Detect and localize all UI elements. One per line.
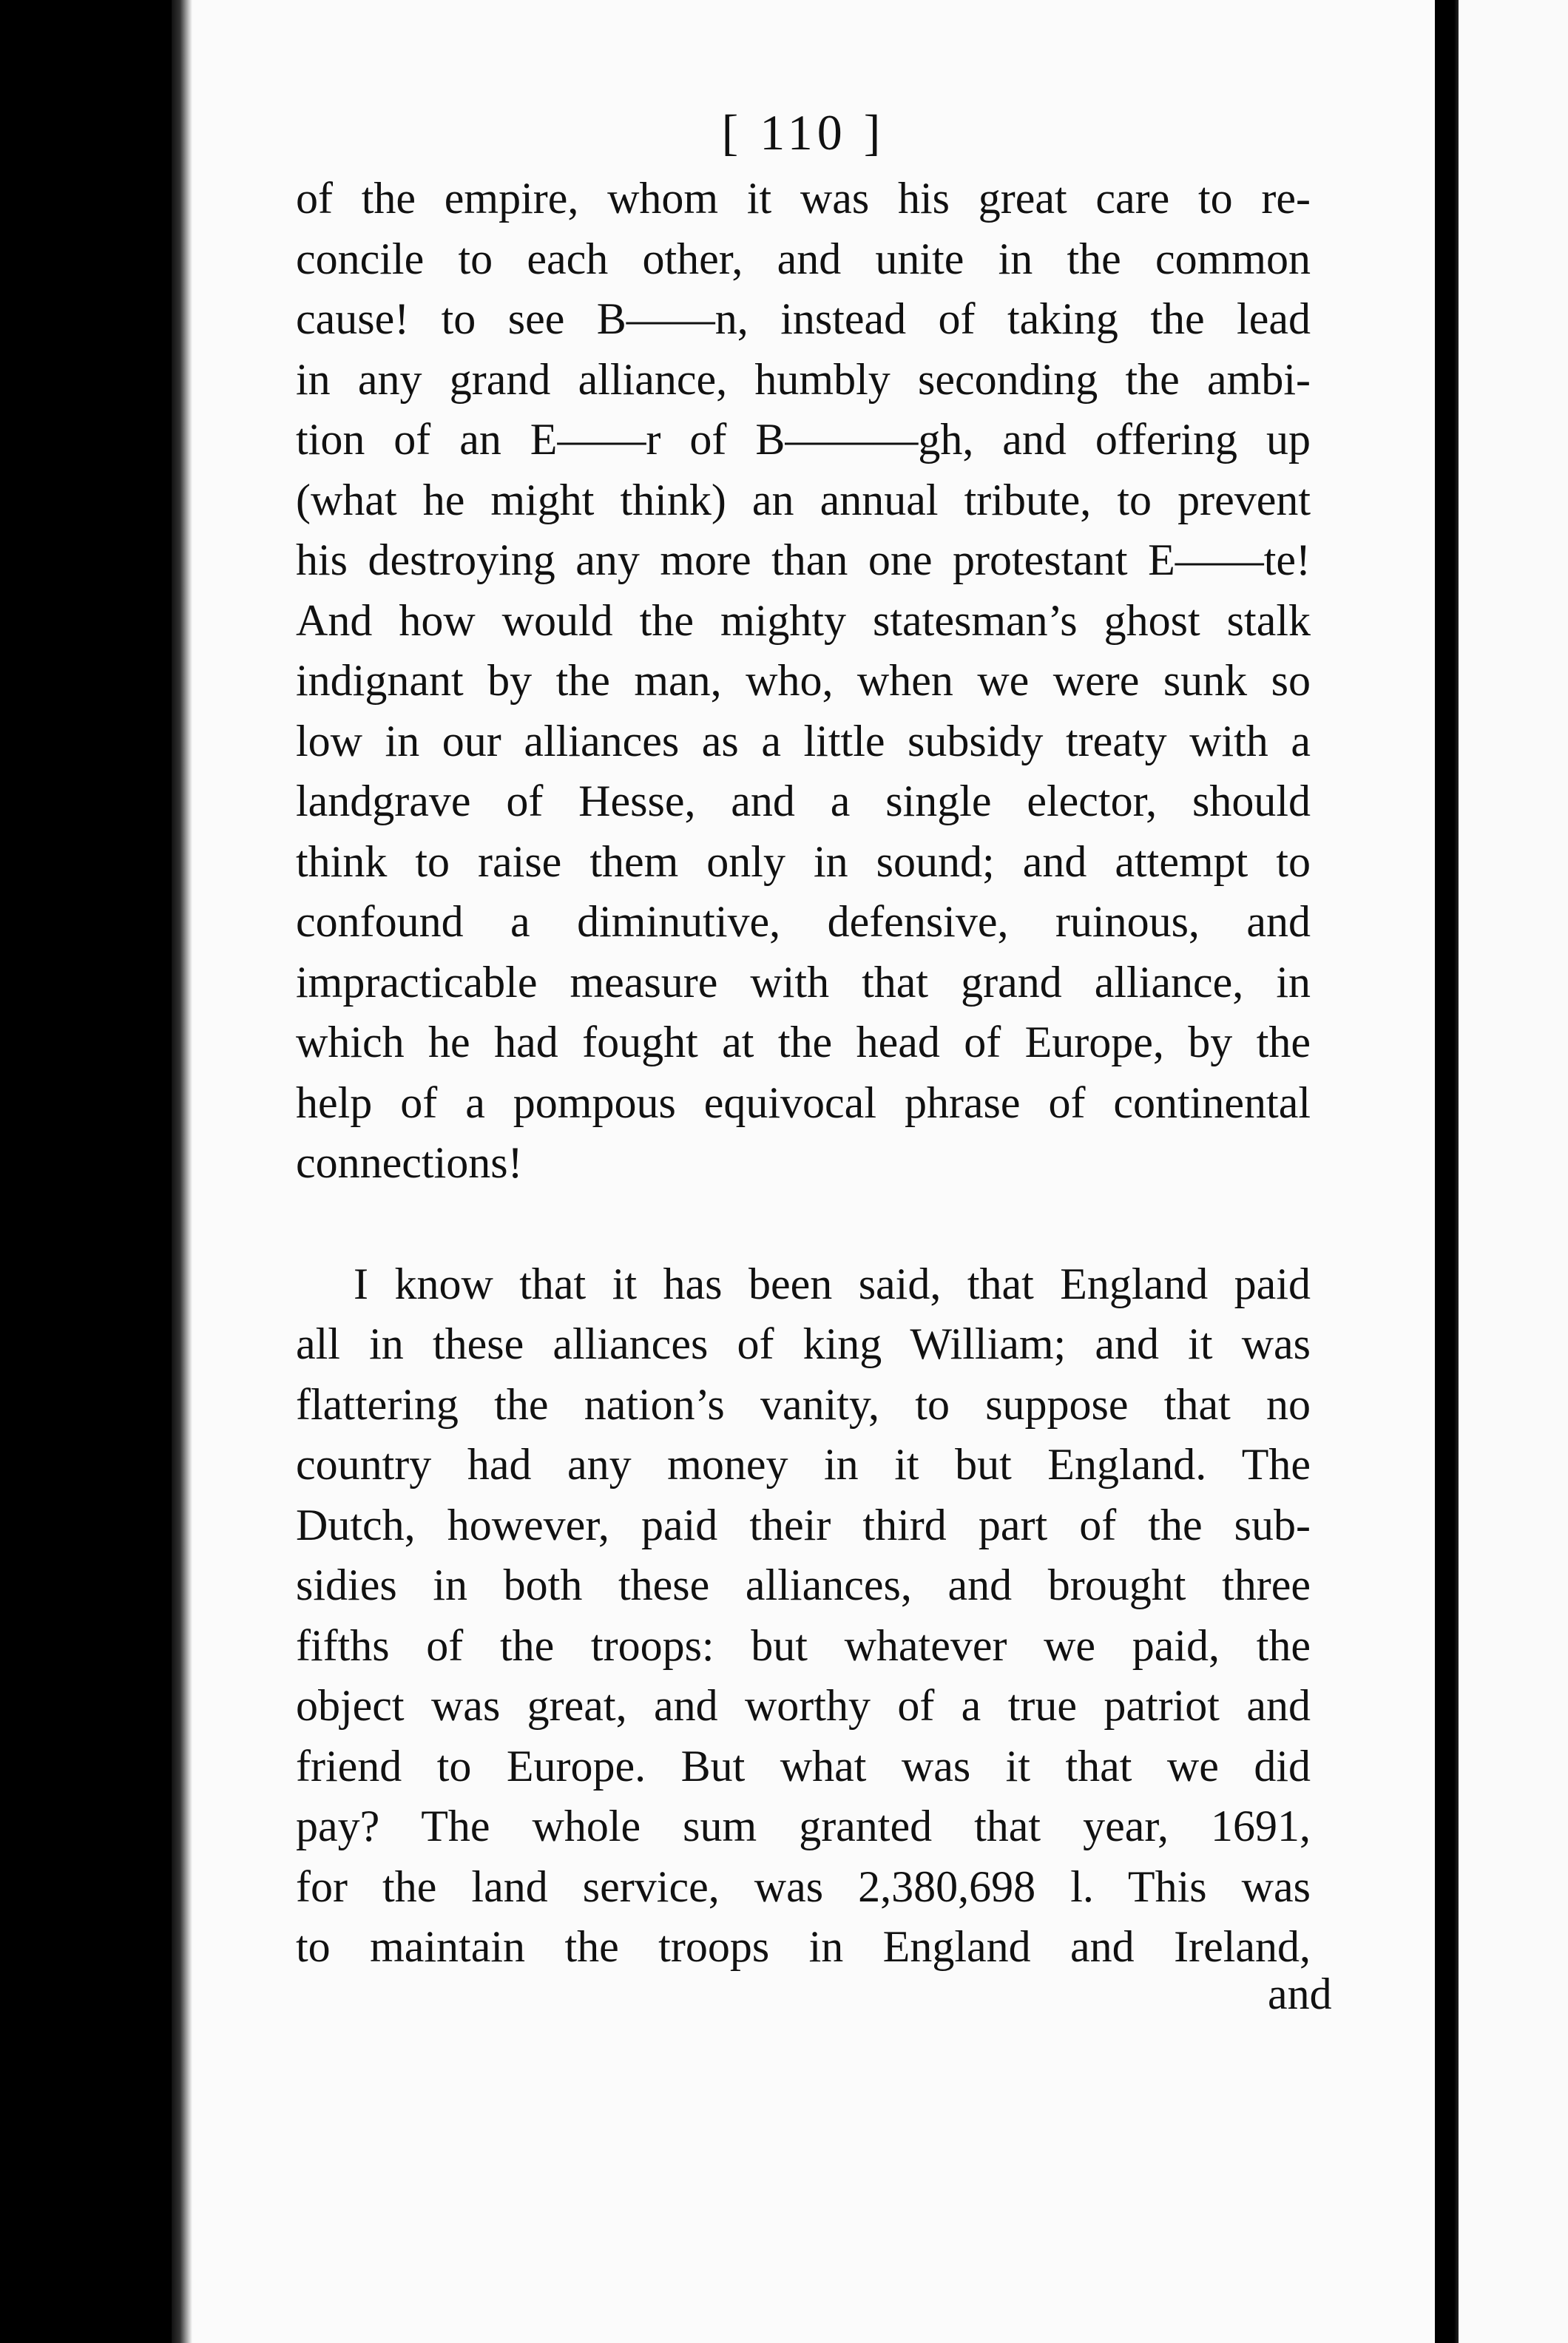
text-line: object was great, and worthy of a true patriot and xyxy=(296,1681,1311,1730)
text-line: all in these alliances of king William; and it was xyxy=(296,1319,1311,1368)
text-line: landgrave of Hesse, and a single elector, should xyxy=(296,777,1311,825)
page-body-text xyxy=(296,169,1311,1978)
text-line: pay? The whole sum granted that year, 1691, xyxy=(296,1802,1311,1850)
text-line-paragraph-end: connections! xyxy=(296,1138,523,1187)
text-line: friend to Europe. But what was it that we did xyxy=(296,1741,1311,1791)
page-number-header: [ 110 ] xyxy=(721,104,885,160)
text-line: concile to each other, and unite in the common xyxy=(296,234,1311,283)
text-line: in any grand alliance, humbly seconding the ambi- xyxy=(296,354,1311,404)
book-page xyxy=(172,0,1435,2343)
left-scan-margin xyxy=(0,0,172,2343)
text-line: to maintain the troops in England and Ireland, xyxy=(296,1922,1311,1971)
text-line: indignant by the man, who, when we were sunk so xyxy=(296,656,1311,705)
text-line: country had any money in it but England. The xyxy=(296,1440,1311,1489)
margin-blot xyxy=(231,414,297,447)
text-line: of the empire, whom it was his great care to re- xyxy=(296,174,1311,223)
page-gutter-shadow xyxy=(172,0,192,2343)
text-line-paragraph-start: I know that it has been said, that England paid xyxy=(354,1259,1311,1308)
catchword: and xyxy=(1268,1970,1332,2018)
text-line: low in our alliances as a little subsidy treaty with a xyxy=(296,716,1311,765)
text-line: tion of an E——r of B———gh, and offering up xyxy=(296,415,1311,464)
text-line: confound a diminutive, defensive, ruinous, and xyxy=(296,897,1311,946)
text-line: cause! to see B——n, instead of taking the lead xyxy=(296,294,1311,343)
text-line: help of a pompous equivocal phrase of continental xyxy=(296,1078,1311,1127)
text-line: which he had fought at the head of Europe, by the xyxy=(296,1018,1311,1066)
paragraph-gap xyxy=(296,1194,1311,1254)
text-line: his destroying any more than one protestant E——te! xyxy=(296,535,1311,584)
text-line: Dutch, however, paid their third part of the sub- xyxy=(296,1500,1311,1549)
text-line: And how would the mighty statesman’s ghost stalk xyxy=(296,595,1311,645)
text-line: think to raise them only in sound; and attempt to xyxy=(296,836,1311,886)
text-line: fifths of the troops: but whatever we paid, the xyxy=(296,1620,1311,1670)
text-line: (what he might think) an annual tribute, to prevent xyxy=(296,475,1311,524)
text-line: for the land service, was 2,380,698 l. This was xyxy=(296,1862,1311,1911)
text-line: flattering the nation’s vanity, to suppose that no xyxy=(296,1379,1311,1429)
adjacent-page-strip xyxy=(1459,0,1568,2343)
text-line: sidies in both these alliances, and brought three xyxy=(296,1561,1311,1609)
text-line: impracticable measure with that grand alliance, in xyxy=(296,957,1311,1007)
